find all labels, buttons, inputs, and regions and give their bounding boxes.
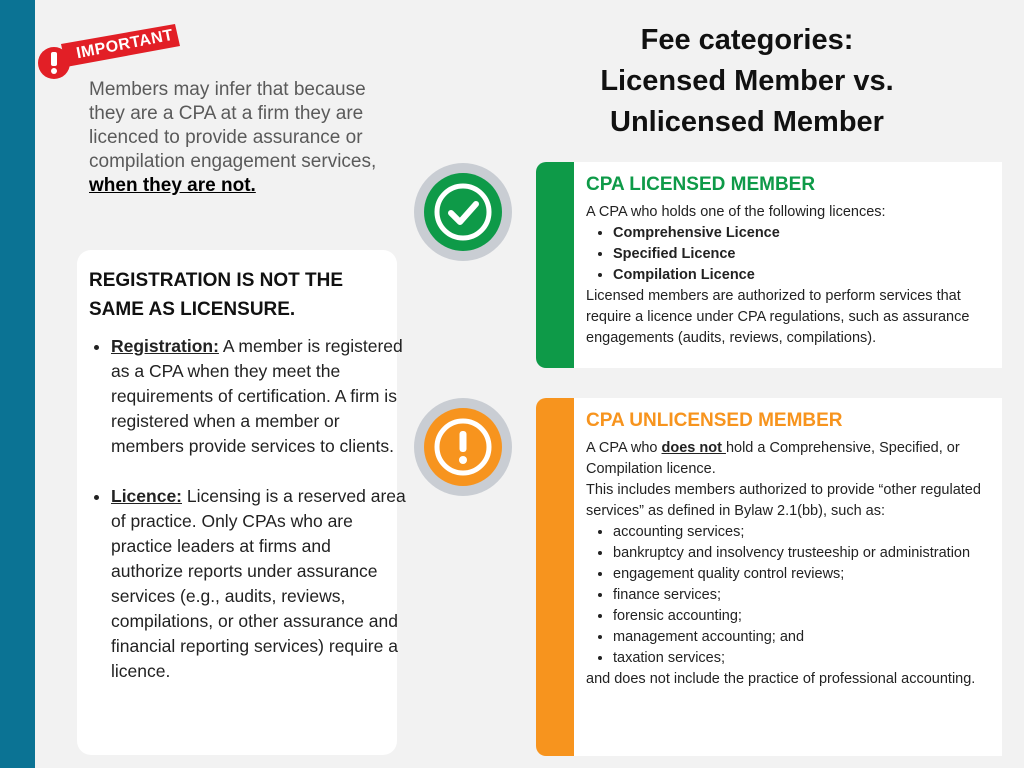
list-item: • Specified Licence	[613, 244, 998, 265]
list-item: • management accounting; and	[613, 627, 998, 648]
list-item: • taxation services;	[613, 648, 998, 669]
services-list	[586, 522, 998, 669]
licence-list	[586, 223, 998, 286]
licensed-card-intro: A CPA who holds one of the following licences:	[586, 204, 886, 220]
licensed-member-card	[536, 162, 1002, 368]
unlicensed-member-card	[536, 398, 1002, 756]
unlicensed-card-intro	[586, 438, 998, 480]
licensed-card-stripe	[536, 162, 574, 368]
unlicensed-card-stripe	[536, 398, 574, 756]
unlicensed-card-closing: and does not include the practice of professional accounting.	[586, 671, 976, 687]
intro-emphasis: when they are not.	[89, 175, 256, 196]
intro-post: hold a Comprehensive, Specified, or Compilation licence.	[586, 440, 960, 477]
licence-term: Licence:	[111, 486, 182, 506]
unlicensed-card-includes: This includes members authorized to provide “other regulated services” as defined in Bylaw 2.1(bb), such as:	[586, 482, 981, 519]
title-line: Licensed Member vs.	[600, 65, 894, 97]
list-item: • bankruptcy and insolvency trusteeship or administration	[613, 543, 998, 564]
registration-title: REGISTRATION IS NOT THE SAME AS LICENSURE.	[89, 270, 344, 320]
registration-definition: A member is registered as a CPA when they meet the requirements of certification. A firm is registered when a member or members provide services to clients.	[111, 336, 403, 456]
exclamation-icon	[413, 397, 513, 497]
licensed-card-title: CPA LICENSED MEMBER	[586, 174, 816, 195]
intro-text	[89, 78, 389, 198]
list-item: • Compilation Licence	[613, 265, 998, 286]
title-line: Unlicensed Member	[610, 106, 884, 138]
title-line: Fee categories:	[640, 24, 854, 56]
registration-term: Registration:	[111, 336, 219, 356]
intro-body: Members may infer that because they are a CPA at a firm they are licenced to provide assurance or compilation engagement services,	[89, 79, 377, 172]
check-icon	[413, 162, 513, 262]
list-item	[111, 334, 407, 459]
list-item: • forensic accounting;	[613, 606, 998, 627]
licence-definition: Licensing is a reserved area of practice. Only CPAs who are practice leaders at firms and authorize reports under assurance services (e.g., audits, reviews, compilations, or other assurance and financial reporting services) require a licence.	[111, 486, 406, 681]
important-badge-label: IMPORTANT	[74, 26, 175, 63]
list-item: • engagement quality control reviews;	[613, 564, 998, 585]
registration-card	[77, 250, 406, 755]
licensed-card-note: Licensed members are authorized to perform services that require a licence under CPA regulations, such as assurance engagements (audits, reviews, compilations).	[586, 288, 970, 346]
list-item: • Comprehensive Licence	[613, 223, 998, 244]
list-item: • finance services;	[613, 585, 998, 606]
registration-list	[91, 334, 407, 709]
intro-pre: A CPA who	[586, 440, 662, 456]
list-item: • accounting services;	[613, 522, 998, 543]
intro-emphasis: does not	[661, 440, 726, 456]
sidebar-accent-bar	[0, 0, 35, 768]
page-title	[547, 20, 947, 143]
list-item	[111, 484, 407, 684]
unlicensed-card-title: CPA UNLICENSED MEMBER	[586, 410, 843, 431]
